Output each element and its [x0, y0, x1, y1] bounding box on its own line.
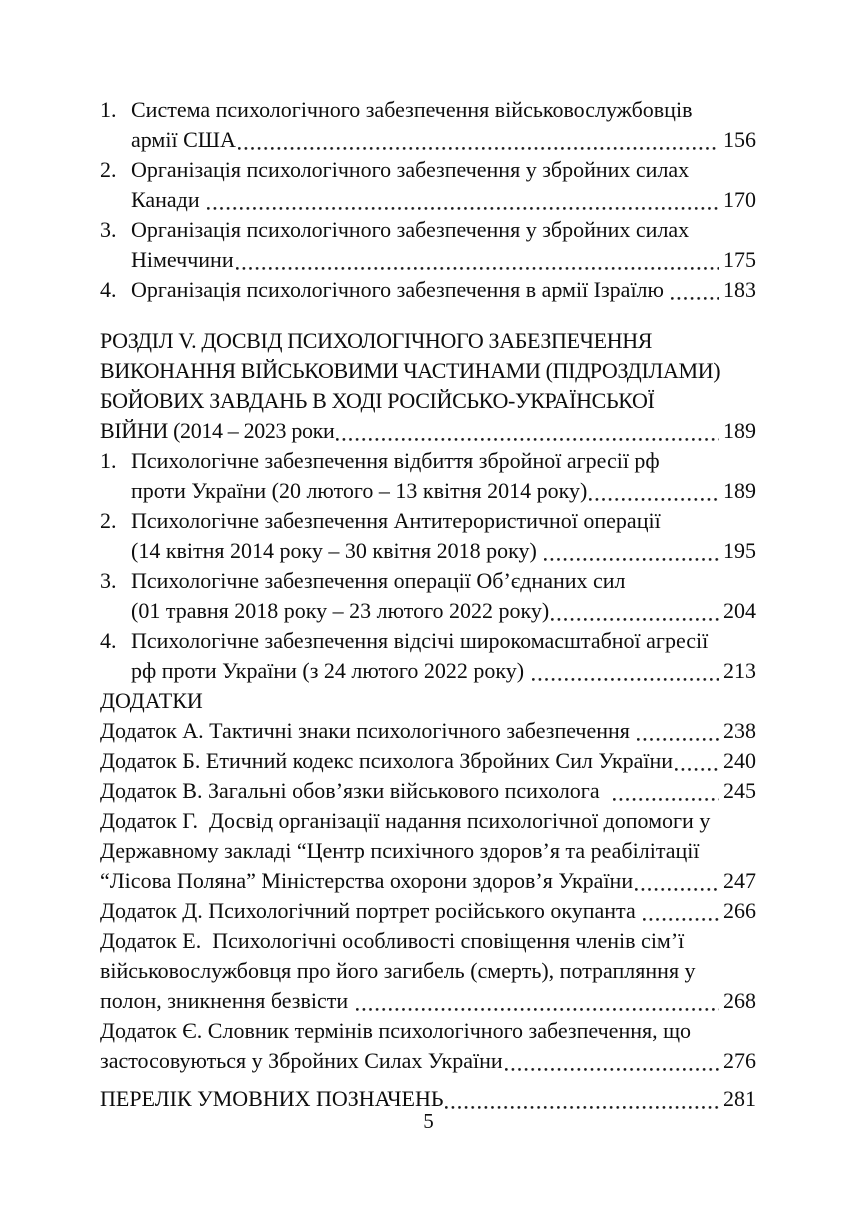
entry-text: ДОДАТКИ [100, 688, 203, 713]
entry-text: армії США [131, 127, 236, 152]
entry-text: Психологічне забезпечення відбиття збройної агресії рф [131, 448, 660, 473]
entry-number: 2. [100, 157, 117, 182]
page-number: 189 [723, 478, 756, 503]
toc-heading-line [100, 356, 756, 386]
entry-text: Психологічне забезпечення відсічі широкомасштабної агресії [131, 628, 709, 653]
entry-number: 3. [100, 568, 117, 593]
table-of-contents [100, 95, 756, 1114]
entry-number: 3. [100, 217, 117, 242]
toc-line [100, 245, 756, 275]
entry-text: Організація психологічного забезпечення у збройних силах [131, 217, 690, 242]
toc-line [100, 896, 756, 926]
page-number: 156 [723, 127, 756, 152]
dot-leader [589, 498, 719, 501]
page-number: 276 [723, 1048, 756, 1073]
page-number: 175 [723, 247, 756, 272]
dot-leader [551, 618, 719, 621]
page-number: 204 [723, 598, 756, 623]
toc-line [100, 626, 756, 656]
page-number: 240 [723, 748, 756, 773]
page-number: 195 [723, 538, 756, 563]
dot-leader [207, 207, 719, 210]
dot-leader [505, 1068, 719, 1071]
dot-leader [671, 297, 719, 300]
entry-text: “Лісова Поляна” Міністерства охорони здоров’я України [100, 868, 634, 893]
entry-text: Канади [131, 187, 206, 212]
page-number: 266 [723, 898, 756, 923]
entry-text: БОЙОВИХ ЗАВДАНЬ В ХОДІ РОСІЙСЬКО-УКРАЇНСЬКОЇ [100, 388, 655, 413]
page-number: 281 [723, 1086, 756, 1111]
dot-leader [643, 918, 719, 921]
entry-text: Додаток В. Загальні обов’язки військового психолога [100, 778, 611, 803]
page-number: 245 [723, 778, 756, 803]
page-number-footer: 5 [423, 1109, 434, 1133]
chapter-iv-list [100, 95, 756, 305]
appendices-list [100, 686, 756, 1076]
toc-line [100, 95, 756, 125]
page-number: 189 [723, 418, 756, 443]
dot-leader [544, 558, 719, 561]
dot-leader [336, 438, 719, 441]
page-number: 268 [723, 988, 756, 1013]
page-number: 170 [723, 187, 756, 212]
entry-text: Система психологічного забезпечення військовослужбовців [131, 97, 693, 122]
toc-line [100, 656, 756, 686]
entry-text: Додаток Д. Психологічний портрет російського окупанта [100, 898, 642, 923]
toc-line [100, 716, 756, 746]
dot-leader [675, 768, 719, 771]
entry-text: Додаток Г. Досвід організації надання психологічної допомоги у [100, 808, 711, 833]
page-number: 238 [723, 718, 756, 743]
toc-line [100, 275, 756, 305]
entry-text: Додаток Б. Етичний кодекс психолога Збройних Сил України [100, 748, 674, 773]
toc-line [100, 956, 756, 986]
dot-leader [532, 678, 719, 681]
page-number: 247 [723, 868, 756, 893]
entry-text: (01 травня 2018 року – 23 лютого 2022 року) [131, 598, 550, 623]
entry-text: рф проти України (з 24 лютого 2022 року) [131, 658, 530, 683]
toc-line [100, 155, 756, 185]
entry-text: (14 квітня 2014 року – 30 квітня 2018 року) [131, 538, 543, 563]
dot-leader [356, 1008, 719, 1011]
chapter-v-heading [100, 326, 756, 446]
toc-line [100, 746, 756, 776]
entry-text: військовослужбовця про його загибель (смерть), потрапляння у [100, 958, 696, 983]
entry-text: Державному закладі “Центр психічного здоров’я та реабілітації [100, 838, 700, 863]
entry-text: Німеччини [131, 247, 234, 272]
entry-text: Організація психологічного забезпечення у збройних силах [131, 157, 690, 182]
toc-line [100, 686, 756, 716]
entry-text: ВІЙНИ (2014 – 2023 роки [100, 418, 335, 443]
dot-leader [613, 798, 719, 801]
dot-leader [236, 267, 719, 270]
entry-text: ПЕРЕЛІК УМОВНИХ ПОЗНАЧЕНЬ [100, 1086, 444, 1111]
entry-text: полон, зникнення безвісти [100, 988, 354, 1013]
entry-number: 4. [100, 628, 117, 653]
entry-number: 1. [100, 448, 117, 473]
toc-line [100, 1046, 756, 1076]
toc-line [100, 596, 756, 626]
entry-text: Психологічне забезпечення операції Об’єднаних сил [131, 568, 626, 593]
entry-text: Психологічне забезпечення Антитерористичної операції [131, 508, 661, 533]
toc-line [100, 1016, 756, 1046]
entry-number: 4. [100, 277, 117, 302]
toc-line [100, 866, 756, 896]
toc-line [100, 836, 756, 866]
toc-line [100, 986, 756, 1016]
toc-line [100, 806, 756, 836]
toc-line [100, 566, 756, 596]
chapter-v-list [100, 446, 756, 686]
dot-leader [637, 738, 719, 741]
dot-leader [238, 147, 719, 150]
entry-text: РОЗДІЛ V. ДОСВІД ПСИХОЛОГІЧНОГО ЗАБЕЗПЕЧЕННЯ [100, 328, 653, 353]
dot-leader [635, 888, 719, 891]
toc-line [100, 776, 756, 806]
toc-line [100, 926, 756, 956]
entry-text: Додаток А. Тактичні знаки психологічного забезпечення [100, 718, 636, 743]
toc-line [100, 215, 756, 245]
toc-line [100, 185, 756, 215]
page-number: 183 [723, 277, 756, 302]
toc-line [100, 125, 756, 155]
entry-text: Додаток Є. Словник термінів психологічного забезпечення, що [100, 1018, 692, 1043]
page-number: 213 [723, 658, 756, 683]
toc-heading-line [100, 386, 756, 416]
toc-line [100, 506, 756, 536]
entry-text: Організація психологічного забезпечення в армії Ізраїлю [131, 277, 670, 302]
entry-number: 2. [100, 508, 117, 533]
entry-text: Додаток Е. Психологічні особливості сповіщення членів сім’ї [100, 928, 685, 953]
entry-text: ВИКОНАННЯ ВІЙСЬКОВИМИ ЧАСТИНАМИ (ПІДРОЗДІЛАМИ) [100, 358, 721, 383]
entry-number: 1. [100, 97, 117, 122]
toc-heading-line [100, 326, 756, 356]
entry-text: проти України (20 лютого – 13 квітня 2014 року) [131, 478, 588, 503]
toc-line [100, 446, 756, 476]
toc-heading-line [100, 416, 756, 446]
toc-line [100, 476, 756, 506]
entry-text: застосовуються у Збройних Силах України [100, 1048, 503, 1073]
toc-line [100, 536, 756, 566]
